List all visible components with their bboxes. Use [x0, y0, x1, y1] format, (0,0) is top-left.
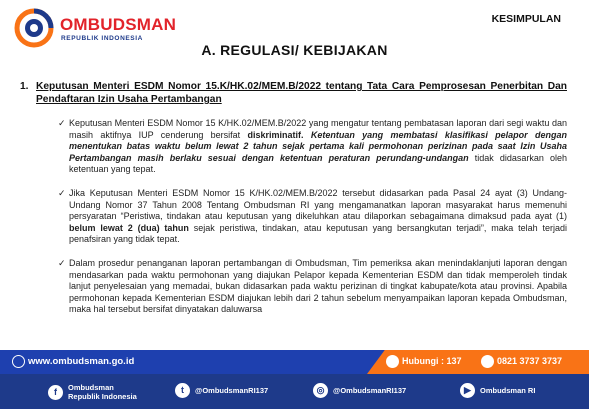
facebook-label	[68, 383, 137, 401]
paragraph-3: Dalam prosedur penanganan laporan pertambangan di Ombudsman, Tim pemeriksa akan menindaklanjuti laporan dengan mendasarkan pada waktu permohonan yang diajukan Pelapor kepada Kementerian ESDM dan tidak memperoleh tindak lanjut penyelesaian yang memadai, bukan didasarkan pada waktu perizinan di tingkat kabupate/kota atau provinsi. Apabila permohonan kepada Kementerian ESDM diajukan lebih dari 2 tahun sebelum menyampaikan laporan kepada Ombudsman, maka hal tersebut bersifat dinyatakan daluwarsa	[69, 257, 567, 315]
list-item	[58, 258, 567, 316]
website-link[interactable]: www.ombudsman.go.id	[28, 356, 135, 367]
checkmark-icon: ✓	[58, 187, 66, 198]
checkmark-icon: ✓	[58, 257, 66, 268]
facebook-icon: f	[48, 385, 63, 400]
paragraph-1-bold: diskriminatif.	[247, 129, 304, 140]
paragraph-2-text-a: Jika Keputusan Menteri ESDM Nomor 15 K/HK.02/MEM.B/2022 tersebut didasarkan pada Pasal 24 ayat (3) Undang-Undang Nomor 37 Tahun 2008 Tentang Ombudsman RI yang mengamanatkan laporan masyarakat harus memenuhi persyaratan “Peristiwa, tindakan atau keputusan yang dikeluhkan atau dilaporkan sebagaimana dimaksud pada ayat (1)	[69, 187, 567, 222]
twitter-icon: t	[175, 383, 190, 398]
twitter-handle: @OmbudsmanRI137	[195, 386, 269, 395]
instagram-link[interactable]	[313, 383, 406, 398]
hotline-text[interactable]: Hubungi : 137	[402, 356, 462, 366]
instagram-handle: @OmbudsmanRI137	[333, 386, 407, 395]
regulation-heading	[20, 80, 567, 106]
heading-number: 1.	[20, 81, 29, 92]
section-tag: KESIMPULAN	[491, 13, 561, 25]
phone-icon	[386, 355, 399, 368]
paragraph-1-text-a: Keputusan Menteri ESDM Nomor 15 K/HK.02/MEM.B/2022 yang mengatur tentang pembatasan laporan dari segi waktu dan masih aktifnya IUP cenderung bersifat	[69, 118, 567, 140]
facebook-label-line1: Ombudsman	[68, 383, 114, 392]
paragraph-2-bold: belum lewat 2 (dua) tahun	[69, 222, 189, 233]
logo-subtitle: REPUBLIK INDONESIA	[61, 35, 143, 42]
facebook-label-line2: Republik Indonesia	[68, 392, 137, 401]
main-content	[20, 80, 567, 316]
phone-number[interactable]: 0821 3737 3737	[497, 356, 563, 366]
globe-icon	[12, 355, 25, 368]
instagram-icon: ◎	[313, 383, 328, 398]
footer	[0, 350, 589, 409]
paragraph-2-text-c: sejak peristiwa, tindakan, atau keputusan yang bersangkutan terjadi”, maka telah terjadi penafsiran yang tidak tepat.	[69, 222, 567, 245]
paragraph-1	[69, 118, 567, 176]
list-item	[58, 188, 567, 246]
page-title: A. REGULASI/ KEBIJAKAN	[201, 42, 388, 58]
paragraph-1-space	[304, 130, 311, 140]
youtube-channel: Ombudsman RI	[480, 386, 536, 395]
heading-text: Keputusan Menteri ESDM Nomor 15.K/HK.02/MEM.B/2022 tentang Tata Cara Pemprosesan Penerbitan Dan Pendaftaran Izin Usaha Pertambangan	[36, 81, 567, 105]
youtube-icon: ▶	[460, 383, 475, 398]
checkmark-icon: ✓	[58, 118, 66, 128]
whatsapp-icon	[481, 355, 494, 368]
footer-social-bar	[0, 374, 589, 409]
youtube-link[interactable]	[460, 383, 535, 398]
paragraph-1-text-e: tidak didasarkan oleh ketentuan yang tepat.	[69, 152, 568, 175]
paragraph-1-bold-italic: Ketentuan yang membatasi klasifikasi pelapor dengan menentukan batas waktu belum lewat 2 tahun sejak pertama kali permohonan perizinan pada saat Izin Usaha Pertambangan masih berlaku sesuai dengan ketentuan peraturan perundang-undangan	[69, 129, 567, 163]
list-item	[58, 118, 567, 176]
twitter-link[interactable]	[175, 383, 268, 398]
facebook-link[interactable]	[48, 383, 137, 401]
logo-name: OMBUDSMAN	[60, 15, 177, 34]
paragraph-2	[69, 188, 567, 246]
